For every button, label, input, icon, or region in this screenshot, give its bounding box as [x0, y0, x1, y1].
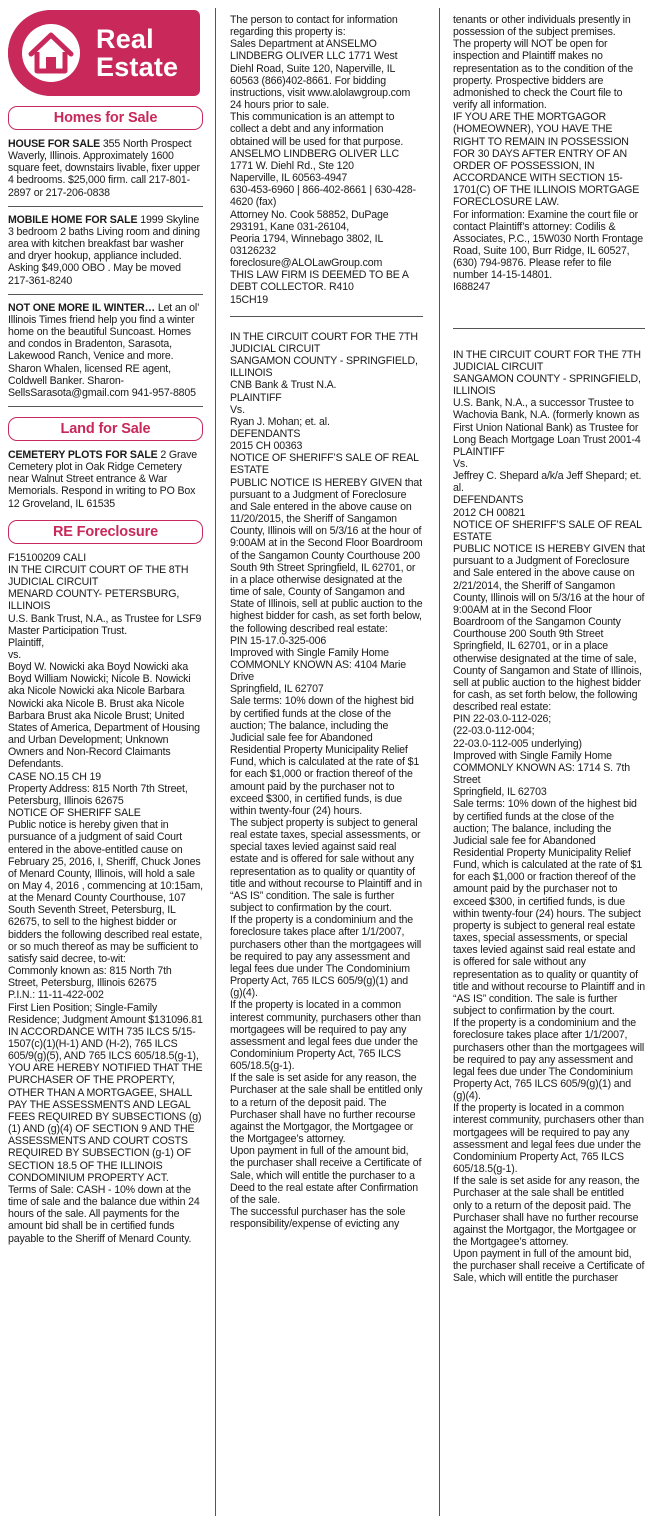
logo-line-1: Real — [96, 24, 154, 54]
column-1 — [8, 8, 203, 1245]
classified-ad — [8, 138, 203, 199]
ad-divider — [8, 294, 203, 295]
ad-body: 2 Grave Cemetery plot in Oak Ridge Cemetery near Walnut Street entrance & War Memorials. Respond in writing to PO Box 12 Groveland, IL 61535 — [8, 448, 198, 510]
foreclosure-notice-contact: The person to contact for information regarding this property is: Sales Department at ANSELMO LINDBERG OLIVER LLC 1771 West Diehl Road, Suite 120, Naperville, IL 60563 (866)402-8661. For bidding instructions, visit www.alolawgroup.com 24 hours prior to sale. This communication is an attempt to collect a debt and any information obtained will be used for that purpose. ANSELMO LINDBERG OLIVER LLC 1771 W. Diehl Rd., Ste 120 Naperville, IL 60563-4947 630-453-6960 | 866-402-8661 | 630-428-4620 (fax) Attorney No. Cook 58852, DuPage 293191, Kane 031-26104, Peoria 1794, Winnebago 3802, IL 03126232 foreclosure@ALOLawGroup.com THIS LAW FIRM IS DEEMED TO BE A DEBT COLLECTOR. R410 15CH19 — [230, 14, 416, 306]
foreclosure-notice-mohan: IN THE CIRCUIT COURT FOR THE 7TH JUDICIAL CIRCUIT SANGAMON COUNTY - SPRINGFIELD, ILLINOIS CNB Bank & Trust N.A. PLAINTIFF Vs. Ryan J. Mohan; et. al. DEFENDANTS 2015 CH 00363 NOTICE OF SHERIFF’S SALE OF REAL ESTATE PUBLIC NOTICE IS HEREBY GIVEN that pursuant to a Judgment of Foreclosure and Sale entered in the above cause on 11/20/2015, the Sheriff of Sangamon County, Illinois will on 5/3/16 at the hour of 9:00AM at in the Second Floor Boardroom of the Sangamon County Courthouse 200 South 9th Street Springfield, IL 62701, or in a place otherwise designated at the time of sale, County of Sangamon and State of Illinois, sell at public auction to the highest bidder for cash, as set forth below, the following described real estate: PIN 15-17.0-325-006 Improved with Single Family Home COMMONLY KNOWN AS: 4104 Marie Drive Springfield, IL 62707 Sale terms: 10% down of the highest bid by certified funds at the close of the auction; The balance, including the Judicial sale fee for Abandoned Residential Property Municipality Relief Fund, which is calculated at the rate of $1 for each $1,000 or fraction thereof of the amount paid by the purchaser not to exceed $300, in certified funds, is due within twenty-four (24) hours. The subject property is subject to general real estate taxes, special assessments, or special taxes levied against said real estate and is offered for sale without any representation as to quality or quantity of title and without recourse to Plaintiff and in “AS IS” condition. The sale is further subject to confirmation by the court. If the property is a condominium and the foreclosure takes place after 1/1/2007, purchasers other than the mortgagees will be required to pay any assessment and legal fees due under The Condominium Property Act, 765 ILCS 605/9(g)(1) and (g)(4). If the property is located in a common interest community, purchasers other than mortgagees will be required to pay any assessment and legal fees due under the Condominium Property Act, 765 ILCS 605/18.5(g-1). If the sale is set aside for any reason, the Purchaser at the sale shall be entitled only to a return of the deposit paid. The Purchaser shall have no further recourse against the Mortgagor, the Mortgagee or the Mortgagee’s attorney. Upon payment in full of the amount bid, the purchaser shall receive a Certificate of Sale, which will entitle the purchaser to a Deed to the real estate after Confirmation of the sale. The successful purchaser has the sole responsibility/expense of evicting any — [230, 330, 423, 1231]
ad-lead: MOBILE HOME FOR SALE — [8, 213, 138, 226]
ad-lead: NOT ONE MORE IL WINTER… — [8, 301, 156, 314]
ad-divider — [8, 406, 203, 407]
column-2 — [230, 14, 423, 1230]
logo-badge — [8, 10, 94, 96]
logo-text — [96, 25, 178, 81]
column-3 — [453, 14, 645, 1285]
ad-lead: CEMETERY PLOTS FOR SALE — [8, 448, 158, 461]
ad-divider — [8, 206, 203, 207]
notice-divider — [230, 316, 423, 317]
classified-ad — [8, 302, 203, 399]
classified-ad — [8, 449, 203, 510]
foreclosure-notice-shepard: IN THE CIRCUIT COURT FOR THE 7TH JUDICIAL CIRCUIT SANGAMON COUNTY - SPRINGFIELD, ILLINOIS U.S. Bank, N.A., a successor Trustee to Wachovia Bank, N.A. (formerly known as First Union National Bank) as Trustee for Long Beach Mortgage Loan Trust 2001-4 PLAINTIFF Vs. Jeffrey C. Shepard a/k/a Jeff Shepard; et. al. DEFENDANTS 2012 CH 00821 NOTICE OF SHERIFF’S SALE OF REAL ESTATE PUBLIC NOTICE IS HEREBY GIVEN that pursuant to a Judgment of Foreclosure and Sale entered in the above cause on 2/21/2014, the Sheriff of Sangamon County, Illinois will on 5/3/16 at the hour of 9:00AM at in the Second Floor Boardroom of the Sangamon County Courthouse 200 South 9th Street Springfield, IL 62701, or in a place otherwise designated at the time of sale, County of Sangamon and State of Illinois, sell at public auction to the highest bidder for cash, as set forth below, the following described real estate: PIN 22-03.0-112-026; (22-03.0-112-004; 22-03.0-112-005 underlying) Improved with Single Family Home COMMONLY KNOWN AS: 1714 S. 7th Street Springfield, IL 62703 Sale terms: 10% down of the highest bid by certified funds at the close of the auction; The balance, including the Judicial sale fee for Abandoned Residential Property Municipality Relief Fund, which is calculated at the rate of $1 for each $1,000 or fraction thereof of the amount paid by the purchaser not to exceed $300, in certified funds, is due within twenty-four (24) hours. The subject property is subject to general real estate taxes, special assessments, or special taxes levied against said real estate and is offered for sale without any representation as to quality or quantity of title and without recourse to Plaintiff and in “AS IS” condition. The sale is further subject to confirmation by the court. If the property is a condominium and the foreclosure takes place after 1/1/2007, purchasers other than the mortgagees will be required to pay any assessment and legal fees due under The Condominium Property Act, 765 ILCS 605/9(g)(1) and (g)(4). If the property is located in a common interest community, purchasers other than mortgagees will be required to pay any assessment and legal fees due under the Condominium Property Act, 765 ILCS 605/18.5(g-1). If the sale is set aside for any reason, the Purchaser at the sale shall be entitled only to a return of the deposit paid. The Purchaser shall have no further recourse against the Mortgagor, the Mortgagee or the Mortgagee’s attorney. Upon payment in full of the amount bid, the purchaser shall receive a Certificate of Sale, which will entitle the purchaser — [453, 348, 645, 1285]
house-icon — [19, 21, 83, 85]
ad-lead: HOUSE FOR SALE — [8, 138, 101, 150]
column-divider — [439, 8, 440, 1516]
section-header-re-foreclosure: RE Foreclosure — [8, 520, 203, 544]
classified-ad — [8, 214, 203, 287]
logo-line-2: Estate — [96, 52, 179, 82]
section-header-homes-for-sale: Homes for Sale — [8, 106, 203, 130]
notice-divider — [453, 328, 645, 329]
foreclosure-notice-continued: tenants or other individuals presently in possession of the subject premises. The property will NOT be open for inspection and Plaintiff makes no representation as to the condition of the property. Prospective bidders are admonished to check the Court file to verify all information. IF YOU ARE THE MORTGAGOR (HOMEOWNER), YOU HAVE THE RIGHT TO REMAIN IN POSSESSION FOR 30 DAYS AFTER ENTRY OF AN ORDER OF POSSESSION, IN ACCORDANCE WITH SECTION 15-1701(C) OF THE ILLINOIS MORTGAGE FORECLOSURE LAW. For information: Examine the court file or contact Plaintiff’s attorney: Codilis & Associates, P.C., 15W030 North Frontage Road, Suite 100, Burr Ridge, IL 60527, (630) 794-9876. Please refer to file number 14-15-14801. I688247 — [453, 14, 644, 294]
ad-body: 355 North Prospect Waverly, Illinois. Approximately 1600 square feet, downstairs livable, fixer upper 4 bedrooms. $25,000 firm. call 217-801-2897 or 217-206-0838 — [8, 138, 200, 199]
ad-body: Let an ol’ Illinois Times friend help you find a winter home on the beautiful Suncoast. Homes and condos in Bradenton, Sarasota, Lakewood Ranch, Venice and more. Sharon Whalen, licensed RE agent, Coldwell Banker. Sharon-SellsSarasota@gmail.com 941-957-8805 — [8, 301, 199, 399]
real-estate-logo — [8, 10, 200, 96]
foreclosure-notice-menard: F15100209 CALI IN THE CIRCUIT COURT OF THE 8TH JUDICIAL CIRCUIT MENARD COUNTY- PETERSBURG, ILLINOIS U.S. Bank Trust, N.A., as Trustee for LSF9 Master Participation Trust. Plaintiff, vs. Boyd W. Nowicki aka Boyd Nowicki aka Boyd William Nowicki; Nicole B. Nowicki aka Nicole Nowicki aka Nicole Barbara Nowicki aka Nicole B. Brust aka Nicole Barbara Brust aka Nicole Brust; United States of America, Department of Housing and Urban Development; Unknown Owners and Non-Record Claimants Defendants. CASE NO.15 CH 19 Property Address: 815 North 7th Street, Petersburg, Illinois 62675 NOTICE OF SHERIFF SALE Public notice is hereby given that in pursuance of a judgment of said Court entered in the above-entitled cause on February 25, 2016, I, Sheriff, Chuck Jones of Menard County, Illinois, will hold a sale on May 4, 2016 , commencing at 10:15am, at the Menard County Courthouse, 107 South Seventh Street, Petersburg, IL 62675, to sell to the highest bidder or bidders the following described real estate, or so much thereof as may be sufficient to satisfy said decree, to-wit: Commonly known as: 815 North 7th Street, Petersburg, Illinois 62675 P.I.N.: 11-11-422-002 First Lien Position; Single-Family Residence; Judgment Amount $131096.81 IN ACCORDANCE WITH 735 ILCS 5/15-1507(c)(1)(H-1) AND (H-2), 765 ILCS 605/9(g)(5), AND 765 ILCS 605/18.5(g-1), YOU ARE HEREBY NOTIFIED THAT THE PURCHASER OF THE PROPERTY, OTHER THAN A MORTGAGEE, SHALL PAY THE ASSESSMENTS AND LEGAL FEES REQUIRED BY SUBSECTIONS (g)(1) AND (g)(4) OF SECTION 9 AND THE ASSESSMENTS AND COURT COSTS REQUIRED BY SUBSECTION (g-1) OF SECTION 18.5 OF THE ILLINOIS CONDOMINIUM PROPERTY ACT. Terms of Sale: CASH - 10% down at the time of sale and the balance due within 24 hours of the sale. All payments for the amount bid shall be in certified funds payable to the Sheriff of Menard County. — [8, 551, 203, 1245]
ad-body: 1999 Skyline 3 bedroom 2 baths Living room and dining area with kitchen breakfast bar washer and dryer hookup, appliance included. Asking $49,000 OBO . May be moved 217-361-8240 — [8, 213, 200, 287]
section-header-land-for-sale: Land for Sale — [8, 417, 203, 441]
column-divider — [215, 8, 216, 1516]
